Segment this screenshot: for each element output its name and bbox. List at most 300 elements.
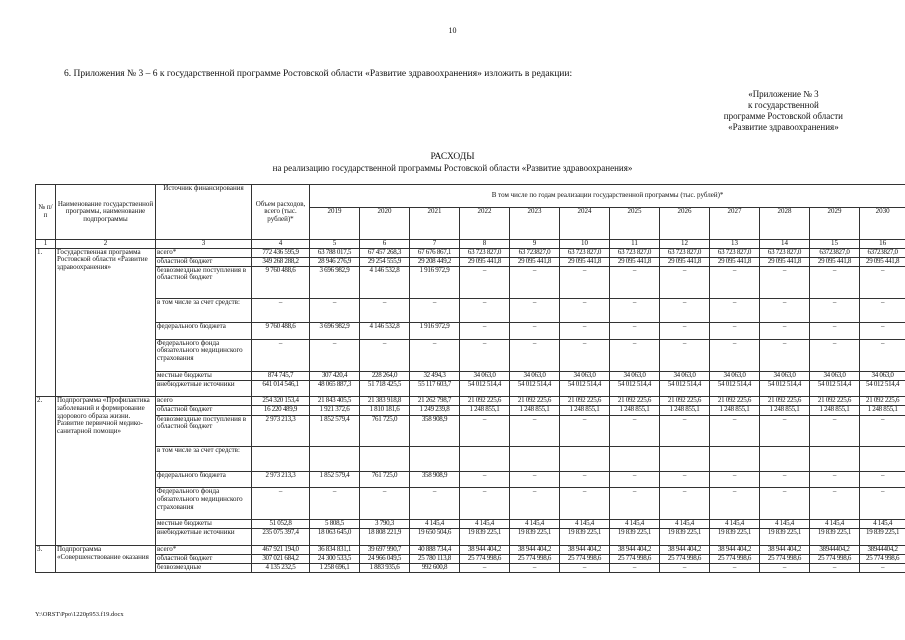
year-value: – <box>810 339 860 371</box>
year-value: – <box>510 488 560 520</box>
year-value: – <box>460 298 510 322</box>
year-value: 38 944 404,2 <box>660 546 710 555</box>
total-value: 4 135 232,5 <box>252 564 310 573</box>
year-value: – <box>810 322 860 339</box>
year-value: 19 839 225,1 <box>760 529 810 546</box>
total-value: 9 760 488,6 <box>252 266 310 298</box>
total-value: 772 436 595,9 <box>252 248 310 257</box>
funding-source: в том числе за счет средств: <box>156 447 252 471</box>
year-value: 38 944 404,2 <box>760 546 810 555</box>
year-value: 1 248 855,1 <box>710 406 760 415</box>
year-value: 54 012 514,4 <box>460 380 510 397</box>
column-index-cell: 10 <box>560 240 610 249</box>
total-value: 641 014 546,1 <box>252 380 310 397</box>
header-year: 2026 <box>660 208 710 240</box>
year-value: – <box>660 298 710 322</box>
column-index-cell: 9 <box>510 240 560 249</box>
table-row <box>36 380 905 397</box>
year-value: – <box>410 298 460 322</box>
year-value: 48 065 887,3 <box>310 380 360 397</box>
section-name: Государственная программа Ростовской области «Развитие здравоохранения» <box>56 248 156 397</box>
funding-source: всего* <box>156 546 252 555</box>
year-value: 4 145,4 <box>460 520 510 529</box>
table-row <box>36 415 905 447</box>
year-value: 19 650 504,6 <box>410 529 460 546</box>
column-index-cell: 11 <box>610 240 660 249</box>
total-value: 16 220 489,9 <box>252 406 310 415</box>
year-value: – <box>860 488 905 520</box>
column-index-cell: 3 <box>156 240 252 249</box>
expenses-table-container <box>35 184 905 610</box>
year-value <box>710 447 760 471</box>
year-value: – <box>710 339 760 371</box>
funding-source: в том числе за счет средств: <box>156 298 252 322</box>
header-year: 2023 <box>510 208 560 240</box>
table-row <box>36 371 905 380</box>
year-value: 24 300 533,5 <box>310 555 360 564</box>
year-value: 761 725,0 <box>360 471 410 488</box>
year-value: 38944404,2 <box>860 546 905 555</box>
table-row <box>36 520 905 529</box>
year-value: 18 063 645,0 <box>310 529 360 546</box>
year-value: – <box>360 339 410 371</box>
year-value: 63 723827,0 <box>510 248 560 257</box>
total-value: 467 921 194,0 <box>252 546 310 555</box>
year-value: – <box>560 298 610 322</box>
year-value: 38 944 404,2 <box>460 546 510 555</box>
year-value: 38944404,2 <box>810 546 860 555</box>
year-value: 54 012 514,4 <box>660 380 710 397</box>
intro-text: 6. Приложения № 3 – 6 к государственной программе Ростовской области «Развитие здравоохранения» изложить в редакции: <box>64 69 573 79</box>
year-value: 34 063,0 <box>660 371 710 380</box>
funding-source: внебюджетные источники <box>156 380 252 397</box>
year-value: 34 063,0 <box>760 371 810 380</box>
year-value: 25 774 998,6 <box>460 555 510 564</box>
year-value <box>410 447 460 471</box>
year-value <box>310 447 360 471</box>
year-value: – <box>610 488 660 520</box>
year-value: 992 600,8 <box>410 564 460 573</box>
year-value: – <box>610 266 660 298</box>
column-index-cell: 4 <box>252 240 310 249</box>
funding-source: всего <box>156 397 252 406</box>
year-value: 63723827,0 <box>860 248 905 257</box>
year-value: 19 839 225,1 <box>810 529 860 546</box>
year-value: 358 908,9 <box>410 415 460 447</box>
funding-source: областной бюджет <box>156 406 252 415</box>
year-value: 25 774 998,6 <box>610 555 660 564</box>
table-row <box>36 488 905 520</box>
year-value: 1 248 855,1 <box>660 406 710 415</box>
year-value <box>610 447 660 471</box>
year-value <box>510 447 560 471</box>
funding-source: областной бюджет <box>156 257 252 266</box>
year-value: – <box>460 415 510 447</box>
year-value: 1 883 935,6 <box>360 564 410 573</box>
year-value: – <box>510 564 560 573</box>
year-value: 21 092 225,6 <box>460 397 510 406</box>
table-row <box>36 397 905 406</box>
table-row <box>36 471 905 488</box>
year-value: – <box>860 415 905 447</box>
year-value: – <box>710 322 760 339</box>
column-index-cell: 2 <box>56 240 156 249</box>
year-value: – <box>510 266 560 298</box>
year-value: – <box>710 564 760 573</box>
year-value: 25 774 998,6 <box>860 555 905 564</box>
year-value: – <box>510 339 560 371</box>
year-value: 34 063,0 <box>810 371 860 380</box>
table-row <box>36 266 905 298</box>
year-value: – <box>610 564 660 573</box>
table-row <box>36 564 905 573</box>
year-value: – <box>460 564 510 573</box>
year-value: 19 839 225,1 <box>860 529 905 546</box>
year-value: 19 839 225,1 <box>710 529 760 546</box>
year-value: 4 145,4 <box>410 520 460 529</box>
year-value <box>660 447 710 471</box>
year-value: – <box>860 339 905 371</box>
year-value: – <box>660 564 710 573</box>
year-value: 21 092 225,6 <box>660 397 710 406</box>
year-value: 1 852 579,4 <box>310 415 360 447</box>
table-row <box>36 546 905 555</box>
year-value: 54 012 514,4 <box>510 380 560 397</box>
funding-source: местные бюджеты <box>156 371 252 380</box>
appendix-line: «Развитие здравоохранения» <box>728 122 839 132</box>
year-value: – <box>710 415 760 447</box>
year-value: – <box>860 471 905 488</box>
year-value: 21 092 225,6 <box>510 397 560 406</box>
funding-source: всего* <box>156 248 252 257</box>
year-value: – <box>660 339 710 371</box>
year-value: 21 092 225,6 <box>610 397 660 406</box>
header-year: 2019 <box>310 208 360 240</box>
year-value: 29 095 441,8 <box>710 257 760 266</box>
year-value: 1 852 579,4 <box>310 471 360 488</box>
year-value: 55 117 603,7 <box>410 380 460 397</box>
year-value: – <box>660 322 710 339</box>
year-value: 24 966 049,5 <box>360 555 410 564</box>
year-value: – <box>710 266 760 298</box>
header-year: 2029 <box>810 208 860 240</box>
header-year: 2027 <box>710 208 760 240</box>
year-value: 29 095 441,8 <box>560 257 610 266</box>
year-value: 34 063,0 <box>510 371 560 380</box>
year-value: 51 718 425,5 <box>360 380 410 397</box>
year-value: 307 420,4 <box>310 371 360 380</box>
year-value: 21 092 225,6 <box>560 397 610 406</box>
section-number: 2. <box>36 397 56 546</box>
year-value: 28 946 276,9 <box>310 257 360 266</box>
year-value: 38 944 404,2 <box>510 546 560 555</box>
header-no: № п/п <box>36 185 56 240</box>
year-value: – <box>310 339 360 371</box>
year-value: 63 723 827,0 <box>760 248 810 257</box>
year-value: – <box>510 322 560 339</box>
year-value <box>460 447 510 471</box>
year-value: 228 264,0 <box>360 371 410 380</box>
year-value: 54 012 514,4 <box>760 380 810 397</box>
year-value: – <box>810 298 860 322</box>
year-value: 1 916 972,9 <box>410 322 460 339</box>
year-value: – <box>710 298 760 322</box>
year-value: – <box>610 322 660 339</box>
year-value: 40 888 734,4 <box>410 546 460 555</box>
year-value: 29 095 441,8 <box>760 257 810 266</box>
year-value: – <box>610 415 660 447</box>
year-value: – <box>560 471 610 488</box>
year-value: 63 723 827,0 <box>460 248 510 257</box>
table-row <box>36 257 905 266</box>
year-value: – <box>660 471 710 488</box>
year-value: – <box>760 415 810 447</box>
year-value: – <box>410 488 460 520</box>
year-value: 4 145,4 <box>510 520 560 529</box>
appendix-line: «Приложение № 3 <box>748 89 819 99</box>
year-value: 54 012 514,4 <box>710 380 760 397</box>
year-value: – <box>660 415 710 447</box>
column-index-cell: 12 <box>660 240 710 249</box>
year-value <box>560 447 610 471</box>
year-value: – <box>860 322 905 339</box>
funding-source: федерального бюджета <box>156 471 252 488</box>
year-value: – <box>860 298 905 322</box>
year-value: – <box>760 564 810 573</box>
funding-source: местные бюджеты <box>156 520 252 529</box>
year-value: 1 249 239,8 <box>410 406 460 415</box>
column-index-cell: 16 <box>860 240 905 249</box>
year-value: – <box>810 471 860 488</box>
appendix-line: программе Ростовской области <box>723 111 843 121</box>
year-value: 38 944 404,2 <box>710 546 760 555</box>
header-year: 2021 <box>410 208 460 240</box>
year-value: 54 012 514,4 <box>560 380 610 397</box>
year-value: 25 774 998,6 <box>560 555 610 564</box>
year-value: – <box>560 415 610 447</box>
year-value: – <box>510 298 560 322</box>
column-index-cell: 13 <box>710 240 760 249</box>
year-value: – <box>510 415 560 447</box>
year-value: – <box>460 471 510 488</box>
total-value: 254 320 153,4 <box>252 397 310 406</box>
year-value: – <box>560 488 610 520</box>
year-value: 63723827,0 <box>810 248 860 257</box>
year-value: 38 944 404,2 <box>560 546 610 555</box>
header-year: 2030 <box>860 208 905 240</box>
year-value: 36 834 831,1 <box>310 546 360 555</box>
year-value <box>810 447 860 471</box>
year-value: – <box>710 488 760 520</box>
year-value: 67 457 268,3 <box>360 248 410 257</box>
appendix-line: к государственной <box>748 100 819 110</box>
year-value: – <box>660 488 710 520</box>
total-value <box>252 447 310 471</box>
year-value: 4 145,4 <box>660 520 710 529</box>
funding-source: федерального бюджета <box>156 322 252 339</box>
year-value: 4 145,4 <box>610 520 660 529</box>
year-value: 18 808 221,9 <box>360 529 410 546</box>
header-year: 2024 <box>560 208 610 240</box>
section-name: Подпрограмма «Совершенствование оказания <box>56 546 156 573</box>
year-value: 19 839 225,1 <box>510 529 560 546</box>
year-value: 54 012 514,4 <box>810 380 860 397</box>
total-value: – <box>252 488 310 520</box>
year-value: 3 790,3 <box>360 520 410 529</box>
year-value: 1 248 855,1 <box>810 406 860 415</box>
funding-source: безвозмездные поступления в областной бюджет <box>156 415 252 447</box>
year-value: 358 908,9 <box>410 471 460 488</box>
year-value: – <box>710 471 760 488</box>
table-row <box>36 339 905 371</box>
year-value: 32 494,3 <box>410 371 460 380</box>
year-value: 25 774 998,6 <box>660 555 710 564</box>
total-value: 2 973 213,3 <box>252 415 310 447</box>
funding-source: областной бюджет <box>156 555 252 564</box>
year-value: 1 921 372,6 <box>310 406 360 415</box>
total-value: 874 745,7 <box>252 371 310 380</box>
section-name: Подпрограмма «Профилактика заболеваний и формирование здорового образа жизни. Развитие первичной медико-санитарной помощи» <box>56 397 156 546</box>
year-value: 1 248 855,1 <box>860 406 905 415</box>
header-year: 2020 <box>360 208 410 240</box>
funding-source: безвозмездные <box>156 564 252 573</box>
year-value: – <box>810 266 860 298</box>
table-row <box>36 555 905 564</box>
total-value: – <box>252 339 310 371</box>
year-value: 3 696 982,9 <box>310 322 360 339</box>
year-value: 19 839 225,1 <box>660 529 710 546</box>
year-value: 1 248 855,1 <box>760 406 810 415</box>
year-value <box>360 447 410 471</box>
year-value: 1 248 855,1 <box>510 406 560 415</box>
year-value: 3 696 982,9 <box>310 266 360 298</box>
year-value: 29 095 441,8 <box>510 257 560 266</box>
year-value: 29 095 441,8 <box>610 257 660 266</box>
header-name: Наименование государственной программы, наименование подпрограммы <box>56 185 156 240</box>
year-value: 34 063,0 <box>610 371 660 380</box>
year-value: – <box>460 266 510 298</box>
year-value: 67 676 867,1 <box>410 248 460 257</box>
year-value: 39 697 990,7 <box>360 546 410 555</box>
year-value: 19 839 225,1 <box>610 529 660 546</box>
section-number: 3. <box>36 546 56 573</box>
column-index-row <box>36 240 905 249</box>
year-value: 25 774 998,6 <box>710 555 760 564</box>
year-value: 34 063,0 <box>560 371 610 380</box>
year-value: – <box>860 266 905 298</box>
year-value: – <box>860 564 905 573</box>
year-value: 54 012 514,4 <box>610 380 660 397</box>
year-value: – <box>410 339 460 371</box>
table-row <box>36 447 905 471</box>
page-number: 10 <box>448 26 457 35</box>
year-value: 21 092 225,6 <box>810 397 860 406</box>
year-value: – <box>760 488 810 520</box>
header-source: Источник финансирования <box>156 185 252 240</box>
year-value: 34 063,0 <box>710 371 760 380</box>
file-path-footer: Y:\ORST\Ppo\1220p953.f19.docx <box>35 611 124 618</box>
year-value: 4 145,4 <box>560 520 610 529</box>
year-value: – <box>310 488 360 520</box>
year-value: – <box>460 488 510 520</box>
column-index-cell: 6 <box>360 240 410 249</box>
year-value: – <box>760 471 810 488</box>
year-value: 5 808,5 <box>310 520 360 529</box>
year-value: – <box>310 298 360 322</box>
year-value: 63 788 017,5 <box>310 248 360 257</box>
column-index-cell: 5 <box>310 240 360 249</box>
total-value: 235 075 397,4 <box>252 529 310 546</box>
expenses-table <box>35 184 905 573</box>
year-value: 1 916 972,9 <box>410 266 460 298</box>
header-year: 2025 <box>610 208 660 240</box>
column-index-cell: 14 <box>760 240 810 249</box>
year-value: 25 774 998,6 <box>810 555 860 564</box>
year-value: 4 145,4 <box>710 520 760 529</box>
document-subtitle: на реализацию государственной программы Ростовской области «Развитие здравоохранения» <box>272 163 633 173</box>
funding-source: Федерального фонда обязательного медицинского страхования <box>156 339 252 371</box>
year-value: 34 063,0 <box>860 371 905 380</box>
total-value: 349 268 288,2 <box>252 257 310 266</box>
column-index-cell: 1 <box>36 240 56 249</box>
year-value <box>860 447 905 471</box>
year-value: 29 095 441,8 <box>810 257 860 266</box>
column-index-cell: 8 <box>460 240 510 249</box>
year-value: – <box>560 564 610 573</box>
year-value: 21 092 225,6 <box>860 397 905 406</box>
year-value <box>760 447 810 471</box>
year-value: 4 145,4 <box>810 520 860 529</box>
header-year: 2022 <box>460 208 510 240</box>
year-value: 1 248 855,1 <box>460 406 510 415</box>
year-value: – <box>610 298 660 322</box>
column-index-cell: 7 <box>410 240 460 249</box>
year-value: – <box>360 488 410 520</box>
year-value: – <box>360 298 410 322</box>
funding-source: безвозмездные поступления в областной бюджет <box>156 266 252 298</box>
year-value: 54 012 514,4 <box>860 380 905 397</box>
year-value: – <box>760 339 810 371</box>
year-value: 21 092 225,6 <box>710 397 760 406</box>
year-value: – <box>810 564 860 573</box>
year-value: 19 839 225,1 <box>460 529 510 546</box>
year-value: 4 145,4 <box>860 520 905 529</box>
year-value: – <box>760 298 810 322</box>
year-value: 19 839 225,1 <box>560 529 610 546</box>
year-value: 29 095 441,8 <box>860 257 905 266</box>
year-value: 38 944 404,2 <box>610 546 660 555</box>
total-value: 51 052,8 <box>252 520 310 529</box>
year-value: 21 383 918,8 <box>360 397 410 406</box>
year-value: 25 774 998,6 <box>760 555 810 564</box>
year-value: – <box>460 322 510 339</box>
table-row <box>36 406 905 415</box>
year-value: 1 248 855,1 <box>560 406 610 415</box>
funding-source: внебюджетные источники <box>156 529 252 546</box>
year-value: 21 843 405,5 <box>310 397 360 406</box>
year-value: – <box>610 339 660 371</box>
table-row <box>36 322 905 339</box>
total-value: – <box>252 298 310 322</box>
table-row <box>36 248 905 257</box>
year-value: 1 258 696,1 <box>310 564 360 573</box>
year-value: – <box>560 266 610 298</box>
year-value: 34 063,0 <box>460 371 510 380</box>
year-value: 63 723 827,0 <box>660 248 710 257</box>
table-row <box>36 298 905 322</box>
document-title: РАСХОДЫ <box>430 152 475 162</box>
section-number: 1. <box>36 248 56 397</box>
